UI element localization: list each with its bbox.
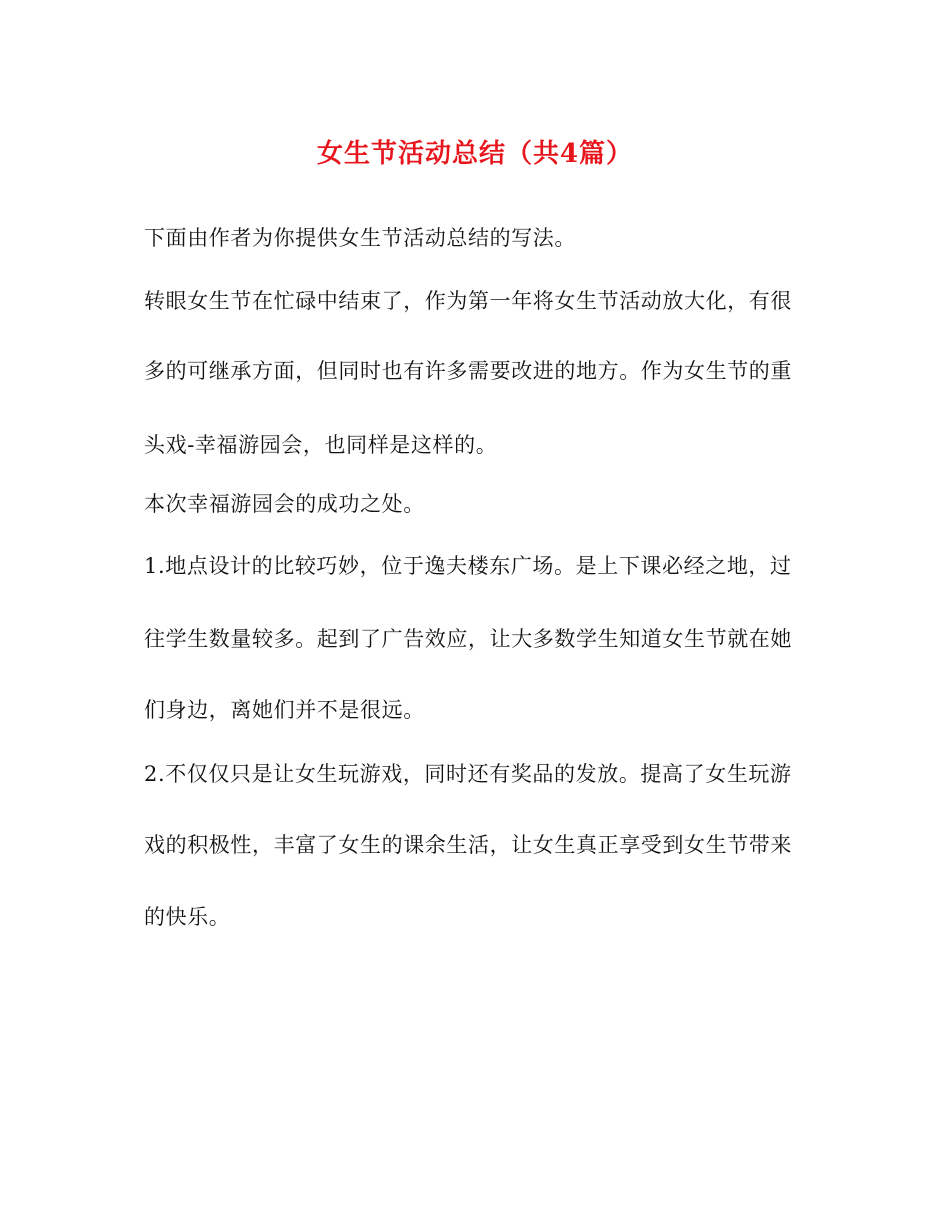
list-item-line: 们身边，离她们并不是很远。	[144, 698, 425, 722]
list-item-line: 戏的积极性，丰富了女生的课余生活，让女生真正享受到女生节带来	[144, 833, 792, 857]
list-item-line: 2.不仅仅只是让女生玩游戏，同时还有奖品的发放。提高了女生玩游	[144, 762, 792, 786]
paragraph-line: 本次幸福游园会的成功之处。	[144, 492, 425, 516]
paragraph-line: 头戏-幸福游园会，也同样是这样的。	[144, 433, 498, 457]
document-title: 女生节活动总结（共4篇）	[316, 139, 634, 169]
paragraph-line-intro: 下面由作者为你提供女生节活动总结的写法。	[144, 226, 576, 250]
paragraph-line: 转眼女生节在忙碌中结束了，作为第一年将女生节活动放大化，有很	[144, 289, 792, 313]
paragraph-line: 多的可继承方面，但同时也有许多需要改进的地方。作为女生节的重	[144, 359, 792, 383]
list-item-line: 往学生数量较多。起到了广告效应，让大多数学生知道女生节就在她	[144, 627, 792, 651]
list-item-line: 的快乐。	[144, 905, 231, 929]
list-item-line: 1.地点设计的比较巧妙，位于逸夫楼东广场。是上下课必经之地，过	[144, 554, 792, 578]
